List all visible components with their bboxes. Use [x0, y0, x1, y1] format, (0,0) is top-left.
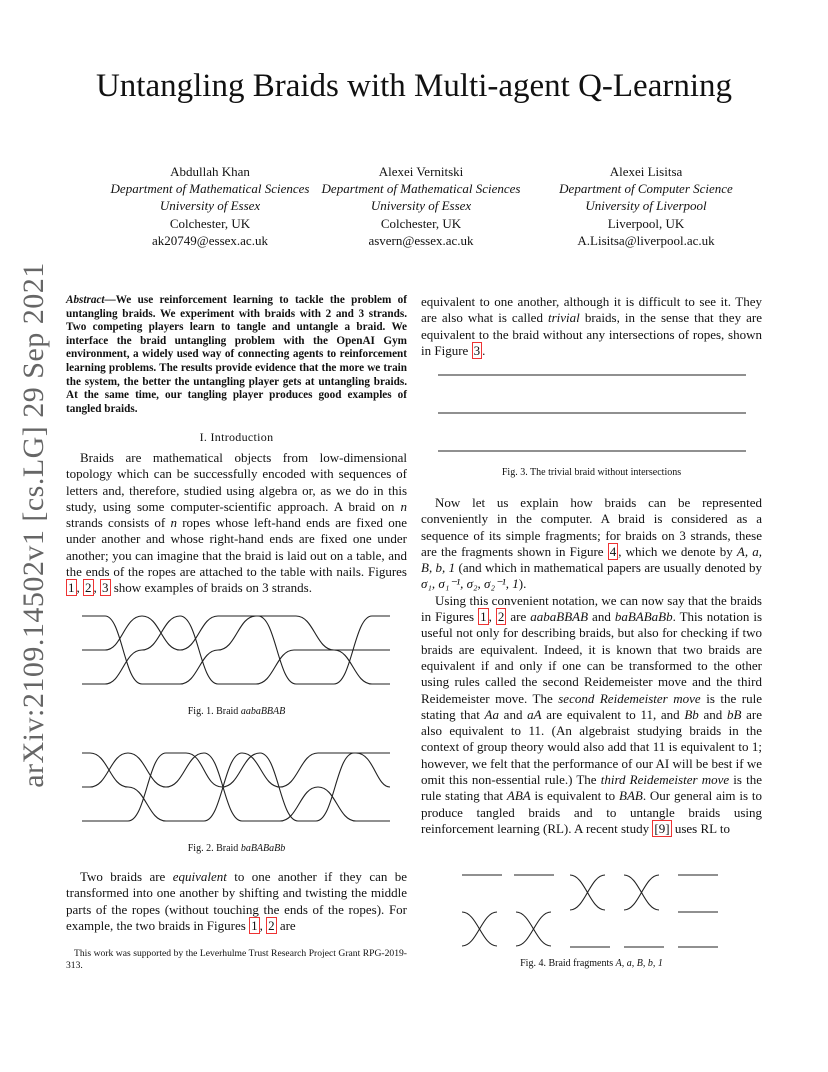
author-email: ak20749@essex.ac.uk	[152, 232, 268, 248]
figure-link[interactable]: 2	[497, 609, 505, 625]
figure-2-caption: Fig. 2. Braid baBABaBb	[187, 843, 286, 854]
author-name: Alexei Lisitsa	[609, 164, 683, 179]
figure-link[interactable]: 2	[268, 917, 275, 933]
section-heading: I. Introduction	[199, 430, 274, 444]
figure-link[interactable]: 1	[68, 580, 75, 596]
author-block-2	[321, 163, 521, 249]
author-city: Liverpool, UK	[607, 215, 685, 231]
figure-link[interactable]: 3	[473, 342, 481, 358]
author-email: asvern@essex.ac.uk	[368, 232, 474, 248]
author-univ: University of Essex	[370, 198, 472, 214]
figure-1-caption: Fig. 1. Braid aabaBBAB	[187, 706, 286, 717]
citation-link[interactable]: [9]	[654, 820, 670, 836]
intro-paragraph-1: Braids are mathematical objects from low-dimensional topology which can be successfully encoded with sequences of letters and, therefore, studied using algebra or, as we do in this study, using some computer-scientific approach. A braid on n strands consists of n ropes whose left-hand ends are fixed one under another and whose right-hand ends are fixed one under another; you can imagine that the braid is laid out on a table, and the ends of the ropes are attached to the table with nails. Figures 1 , 2 , 3 show examples of braids on 3 strands.	[66, 450, 407, 596]
abstract-text: —We use reinforcement learning to tackle the problem of untangling braids. We experiment with braids with 2 and 3 strands. Two competing players learn to tangle and untangle a braid. We interface the braid untangling problem with the OpenAI Gym environment, a widely used way of connecting agents to reinforcement learning problems. The results provide evidence that the more we train the system, the better the untangling player gets at untangling braids. At the same time, our tangling player produces good examples of tangled braids.	[66, 294, 407, 415]
author-city: Colchester, UK	[169, 215, 251, 231]
author-block-3	[546, 163, 746, 249]
braid-fragments-figure	[460, 868, 722, 952]
right-paragraph-2: Now let us explain how braids can be represented conveniently in the computer. A braid is considered as a sequence of its simple fragments; for braids on 3 strands, these are the fragments shown in Figure 4 , which we denote by A, a, B, b, 1 (and which in mathematical papers are usually denoted by σ₁, σ₁⁻¹, σ₂, σ₂⁻¹, 1). Using this convenient notation, we can now say that the braids in Figures 1 , 2 are aabaBBAB and baBABaBb. This notation is useful not only for describing braids, but also for checking if two braids are equivalent. Indeed, it is known that two braids are equivalent if and only if one can be transformed to the other using rules called the second Reidemeister move and the third Reidemeister move. The second Reidemeister move is the rule stating that Aa and aA are equivalent to 11, and Bb and bB are also equivalent to 11. (An algebraist studying braids in the context of group theory would also add that 11 is equivalent to 1; however, we felt that the performance of our AI will be best if we omit this non-essential rule.) The third Reidemeister move is the rule stating that ABA is equivalent to BAB. Our general aim is to produce tangled braids and to untangle braids using reinforcement learning (RL). A recent study [9] uses RL to	[421, 495, 763, 836]
intro-paragraph-2: Two braids are equivalent to one another if they can be transformed into one another by shifting and twisting the middle parts of the ropes (without touching the ends of the ropes). For example, the two braids in Figures 1 , 2 are	[66, 869, 408, 933]
abstract-label: Abstract	[66, 294, 105, 306]
trivial-braid-figure	[436, 370, 748, 460]
arxiv-side-stamp: arXiv:2109.14502v1 [cs.LG] 29 Sep 2021	[17, 262, 50, 788]
figure-3-caption: Fig. 3. The trivial braid without intersections	[501, 467, 682, 478]
figure-link[interactable]: 1	[251, 917, 258, 933]
author-dept: Department of Computer Science	[559, 181, 733, 197]
author-block-1	[110, 163, 310, 249]
figure-link[interactable]: 4	[609, 543, 617, 559]
author-city: Colchester, UK	[380, 215, 462, 231]
author-name: Alexei Vernitski	[378, 164, 464, 179]
author-univ: University of Liverpool	[585, 198, 707, 214]
figure-link[interactable]: 2	[85, 580, 92, 596]
braid-figure-2	[80, 745, 392, 830]
figure-link[interactable]: 3	[102, 580, 109, 596]
author-dept: Department of Mathematical Sciences	[321, 181, 521, 197]
author-univ: University of Essex	[159, 198, 261, 214]
right-paragraph-1: equivalent to one another, although it is difficult to see it. They are also what is called trivial braids, in the sense that they are equivalent to the braid without any intersections of ropes, shown in Figure 3 .	[421, 294, 762, 358]
figure-4-caption: Fig. 4. Braid fragments A, a, B, b, 1	[520, 958, 663, 969]
braid-figure-1	[80, 608, 392, 693]
author-dept: Department of Mathematical Sciences	[110, 181, 310, 197]
author-email: A.Lisitsa@liverpool.ac.uk	[577, 232, 715, 248]
abstract	[66, 294, 407, 416]
author-name: Abdullah Khan	[170, 164, 250, 179]
paper-title: Untangling Braids with Multi-agent Q-Learning	[95, 68, 733, 104]
footnote: This work was supported by the Leverhulme Trust Research Project Grant RPG-2019-313.	[66, 948, 407, 971]
figure-link[interactable]: 1	[480, 609, 487, 625]
